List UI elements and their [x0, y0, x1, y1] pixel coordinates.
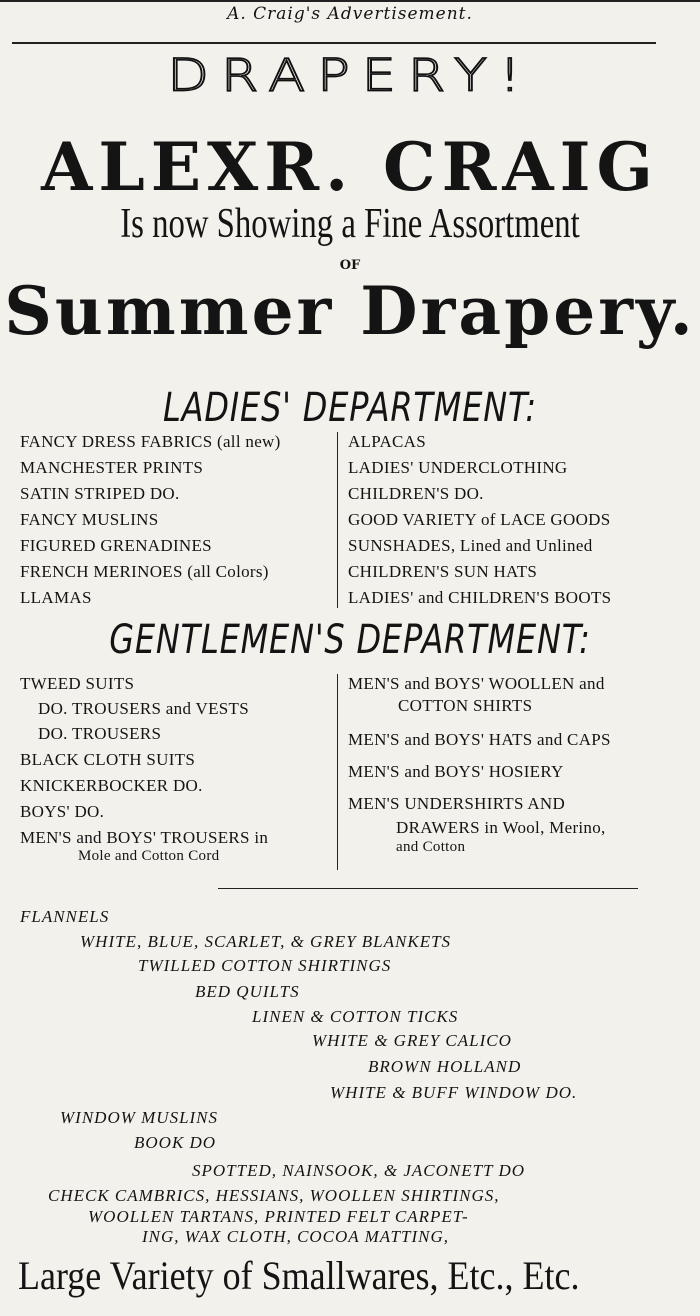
- advertisement-header: A. Craig's Advertisement.: [227, 4, 473, 24]
- list-item: Mole and Cotton Cord: [78, 848, 220, 864]
- list-item: WINDOW MUSLINS: [60, 1108, 219, 1127]
- list-item: MEN'S and BOYS' HATS and CAPS: [348, 730, 611, 749]
- list-item: DO. TROUSERS and VESTS: [38, 699, 249, 718]
- of-connector: OF: [339, 258, 361, 273]
- list-item: DO. TROUSERS: [38, 724, 162, 743]
- list-item: FLANNELS: [20, 907, 110, 926]
- gentlemen-left-column: [20, 674, 335, 874]
- gentlemen-column-divider: [337, 674, 338, 870]
- list-item: LLAMAS: [20, 588, 92, 607]
- list-item: SPOTTED, NAINSOOK, & JACONETT DO: [192, 1161, 525, 1180]
- list-item: LINEN & COTTON TICKS: [252, 1007, 459, 1026]
- list-item: FIGURED GRENADINES: [20, 536, 212, 555]
- drapery-headline: DRAPERY!: [167, 49, 533, 102]
- list-item: BROWN HOLLAND: [368, 1057, 522, 1076]
- merchant-name: ALEXR. CRAIG: [41, 128, 659, 206]
- list-item: and Cotton: [396, 839, 466, 855]
- top-border: [0, 0, 700, 2]
- list-item: MEN'S and BOYS' HOSIERY: [348, 762, 564, 781]
- ladies-left-column: [20, 432, 335, 612]
- list-item: BOOK DO: [134, 1133, 217, 1152]
- summer-drapery-title: Summer Drapery.: [4, 272, 696, 350]
- list-item: TWILLED COTTON SHIRTINGS: [138, 956, 392, 975]
- ladies-right-column: [348, 432, 658, 612]
- list-item: WOOLLEN TARTANS, PRINTED FELT CARPET-: [88, 1207, 469, 1226]
- list-item: GOOD VARIETY of LACE GOODS: [348, 510, 611, 529]
- list-item: CHECK CAMBRICS, HESSIANS, WOOLLEN SHIRTINGS,: [48, 1186, 500, 1205]
- list-item: MANCHESTER PRINTS: [20, 458, 204, 477]
- list-item: BED QUILTS: [195, 982, 300, 1001]
- tagline: Is now Showing a Fine Assortment: [120, 201, 580, 247]
- list-item: WHITE & GREY CALICO: [312, 1031, 512, 1050]
- list-item: BLACK CLOTH SUITS: [20, 750, 196, 769]
- footer-slogan: Large Variety of Smallwares, Etc., Etc.: [18, 1253, 580, 1298]
- list-item: BOYS' DO.: [20, 802, 105, 821]
- ladies-column-divider: [337, 432, 338, 608]
- header-rule: [12, 42, 656, 44]
- list-item: TWEED SUITS: [20, 674, 135, 693]
- list-item: SATIN STRIPED DO.: [20, 484, 180, 503]
- list-item: DRAWERS in Wool, Merino,: [396, 818, 606, 837]
- list-item: LADIES' UNDERCLOTHING: [348, 458, 568, 477]
- list-item: MEN'S and BOYS' TROUSERS in: [20, 828, 269, 847]
- list-item: SUNSHADES, Lined and Unlined: [348, 536, 593, 555]
- list-item: FANCY MUSLINS: [20, 510, 159, 529]
- list-item: WHITE & BUFF WINDOW DO.: [330, 1083, 578, 1102]
- section-separator: [218, 888, 638, 889]
- list-item: ALPACAS: [348, 432, 427, 451]
- list-item: WHITE, BLUE, SCARLET, & GREY BLANKETS: [80, 932, 452, 951]
- list-item: ING, WAX CLOTH, COCOA MATTING,: [142, 1227, 449, 1246]
- list-item: MEN'S and BOYS' WOOLLEN and: [348, 674, 605, 693]
- list-item: FRENCH MERINOES (all Colors): [20, 562, 269, 581]
- gentlemen-right-column: [348, 674, 658, 874]
- list-item: LADIES' and CHILDREN'S BOOTS: [348, 588, 612, 607]
- ladies-department-title: LADIES' DEPARTMENT:: [163, 385, 537, 431]
- list-item: CHILDREN'S DO.: [348, 484, 484, 503]
- list-item: KNICKERBOCKER DO.: [20, 776, 203, 795]
- gentlemen-department-title: GENTLEMEN'S DEPARTMENT:: [109, 617, 591, 663]
- list-item: COTTON SHIRTS: [398, 696, 533, 715]
- list-item: MEN'S UNDERSHIRTS AND: [348, 794, 566, 813]
- list-item: FANCY DRESS FABRICS (all new): [20, 432, 281, 451]
- list-item: CHILDREN'S SUN HATS: [348, 562, 538, 581]
